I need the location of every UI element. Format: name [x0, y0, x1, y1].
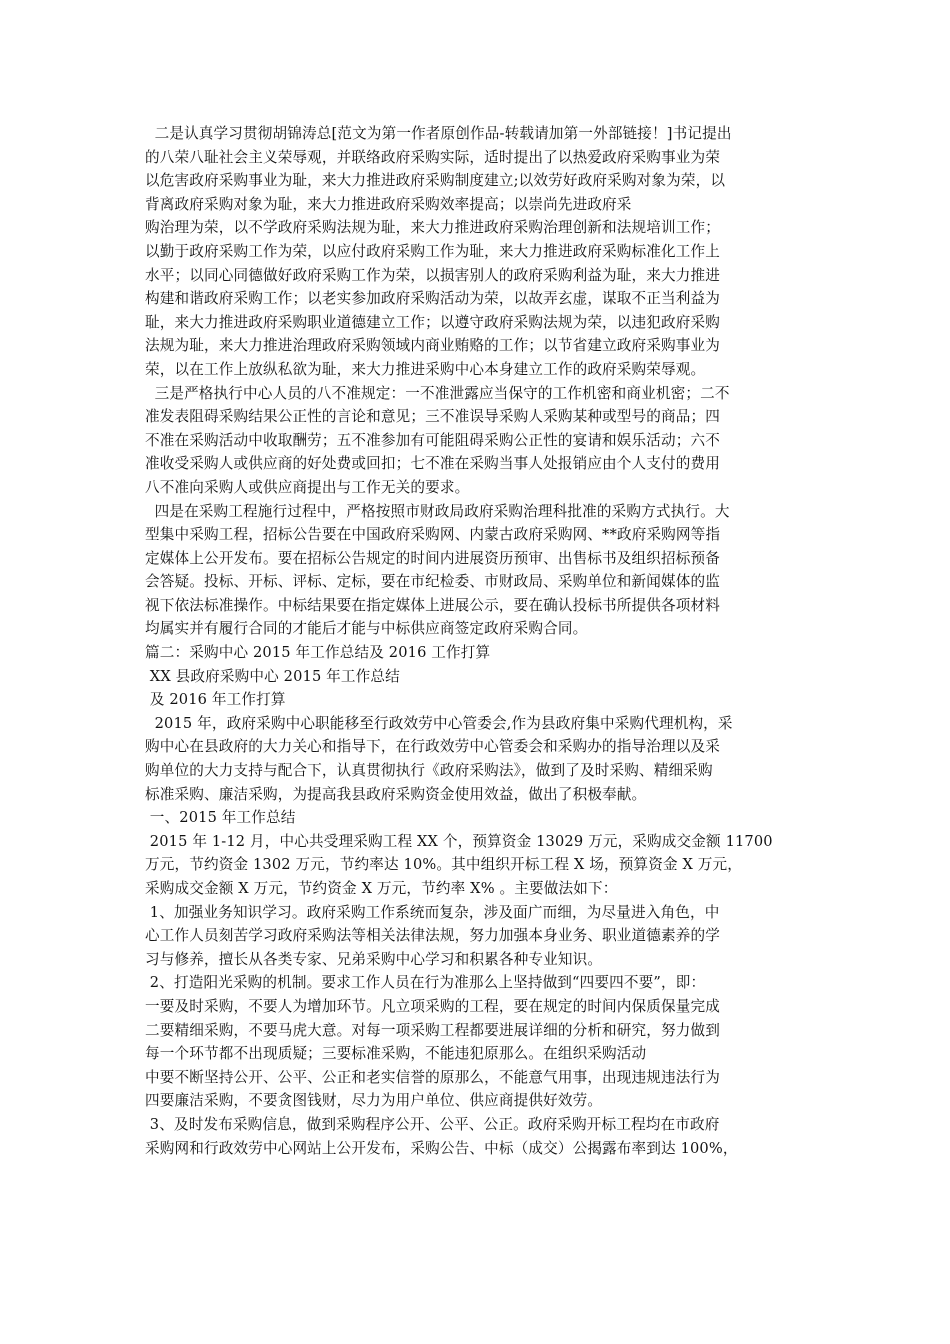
text-line: 法规为耻，来大力推进治理政府采购领域内商业贿赂的工作；以节省建立政府采购事业为 [145, 337, 721, 355]
text-line: 购中心在县政府的大力关心和指导下，在行政效劳中心管委会和采购办的指导治理以及采 [145, 738, 721, 756]
text-line: 心工作人员刻苦学习政府采购法等相关法律法规，努力加强本身业务、职业道德素养的学 [145, 927, 721, 945]
text-line: 购单位的大力支持与配合下，认真贯彻执行《政府采购法》，做到了及时采购、精细采购 [145, 762, 713, 780]
text-line: 标准采购、廉洁采购，为提高我县政府采购资金使用效益，做出了积极奉献。 [145, 785, 647, 803]
text-line: 中要不断坚持公开、公平、公正和老实信誉的原那么，不能意气用事，出现违规违法行为 [145, 1068, 721, 1086]
text-line: 1、加强业务知识学习。政府采购工作系统而复杂，涉及面广而细，为尽量进入角色，中 [145, 903, 720, 921]
text-line: 构建和谐政府采购工作；以老实参加政府采购活动为荣，以故弄玄虚，谋取不正当利益为 [145, 290, 721, 308]
text-line: 视下依法标准操作。中标结果要在指定媒体上进展公示，要在确认投标书所提供各项材料 [145, 596, 721, 614]
text-line: 不准在采购活动中收取酬劳；五不准参加有可能阻碍采购公正性的宴请和娱乐活动；六不 [145, 431, 721, 449]
text-line: 3、及时发布采购信息，做到采购程序公开、公平、公正。政府采购开标工程均在市政府 [145, 1115, 720, 1133]
text-line: 准收受采购人或供应商的好处费或回扣；七不准在采购当事人处报销应由个人支付的费用 [145, 455, 721, 473]
document-body [145, 122, 815, 1160]
text-line: 以勤于政府采购工作为荣，以应付政府采购工作为耻，来大力推进政府采购标准化工作上 [145, 242, 721, 260]
section-heading: XX 县政府采购中心 2015 年工作总结 [145, 667, 400, 685]
text-line: 水平；以同心同德做好政府采购工作为荣，以损害别人的政府采购利益为耻，来大力推进 [145, 266, 721, 284]
text-line: 采购成交金额 X 万元，节约资金 X 万元，节约率 X% 。主要做法如下： [145, 880, 618, 897]
text-line: 2、打造阳光采购的机制。要求工作人员在行为准那么上坚持做到“四要四不要”，即： [145, 974, 706, 992]
section-heading: 篇二：采购中心 2015 年工作总结及 2016 工作打算 [145, 644, 491, 662]
text-line: 均属实并有履行合同的才能后才能与中标供应商签定政府采购合同。 [145, 620, 588, 638]
text-line: 四要廉洁采购，不要贪图钱财，尽力为用户单位、供应商提供好效劳。 [145, 1092, 603, 1110]
text-line: 2015 年 1-12 月，中心共受理采购工程 XX 个，预算资金 13029 万元，采购成交金额 11700 [145, 832, 773, 850]
text-line: 购治理为荣，以不学政府采购法规为耻，来大力推进政府采购治理创新和法规培训工作； [145, 219, 721, 237]
text-line: 荣，以在工作上放纵私欲为耻，来大力推进采购中心本身建立工作的政府采购荣辱观。 [145, 360, 706, 378]
text-line: 以危害政府采购事业为耻，来大力推进政府采购制度建立;以效劳好政府采购对象为荣，以 [145, 172, 726, 190]
text-line: 习与修养，擅长从各类专家、兄弟采购中心学习和积累各种专业知识。 [145, 950, 603, 968]
text-line: 会答疑。投标、开标、评标、定标，要在市纪检委、市财政局、采购单位和新闻媒体的监 [145, 573, 721, 591]
text-line: 耻，来大力推进政府采购职业道德建立工作；以遵守政府采购法规为荣，以违犯政府采购 [145, 313, 721, 331]
section-heading: 一、2015 年工作总结 [145, 809, 296, 827]
text-line: 采购网和行政效劳中心网站上公开发布，采购公告、中标（成交）公揭露布率到达 100%， [145, 1139, 738, 1157]
text-line: 背离政府采购对象为耻，来大力推进政府采购效率提高；以崇尚先进政府采 [145, 195, 632, 213]
text-line: 四是在采购工程施行过程中，严格按照市财政局政府采购治理科批准的采购方式执行。大 [145, 502, 730, 520]
text-line: 二是认真学习贯彻胡锦涛总[范文为第一作者原创作品-转载请加第一外部链接！]书记提出 [145, 125, 732, 142]
text-line: 万元，节约资金 1302 万元，节约率达 10%。其中组织开标工程 X 场，预算资金 X 万元， [145, 856, 743, 874]
text-line: 的八荣八耻社会主义荣辱观，并联络政府采购实际，适时提出了以热爱政府采购事业为荣 [145, 148, 721, 166]
text-line: 2015 年，政府采购中心职能移至行政效劳中心管委会,作为县政府集中采购代理机构，采 [145, 714, 733, 732]
section-heading: 及 2016 年工作打算 [145, 691, 286, 709]
text-line: 二要精细采购，不要马虎大意。对每一项采购工程都要进展详细的分析和研究，努力做到 [145, 1021, 721, 1039]
text-line: 一要及时采购，不要人为增加环节。凡立项采购的工程，要在规定的时间内保质保量完成 [145, 997, 721, 1015]
text-line: 三是严格执行中心人员的八不准规定：一不准泄露应当保守的工作机密和商业机密；二不 [145, 384, 730, 402]
text-line: 八不准向采购人或供应商提出与工作无关的要求。 [145, 478, 470, 496]
text-line: 准发表阻碍采购结果公正性的言论和意见；三不准误导采购人采购某种或型号的商品；四 [145, 408, 721, 426]
text-line: 每一个环节都不出现质疑；三要标准采购，不能违犯原那么。在组织采购活动 [145, 1045, 647, 1063]
text-line: 定媒体上公开发布。要在招标公告规定的时间内进展资历预审、出售标书及组织招标预备 [145, 549, 721, 567]
text-line: 型集中采购工程，招标公告要在中国政府采购网、内蒙古政府采购网、**政府采购网等指 [145, 526, 721, 544]
